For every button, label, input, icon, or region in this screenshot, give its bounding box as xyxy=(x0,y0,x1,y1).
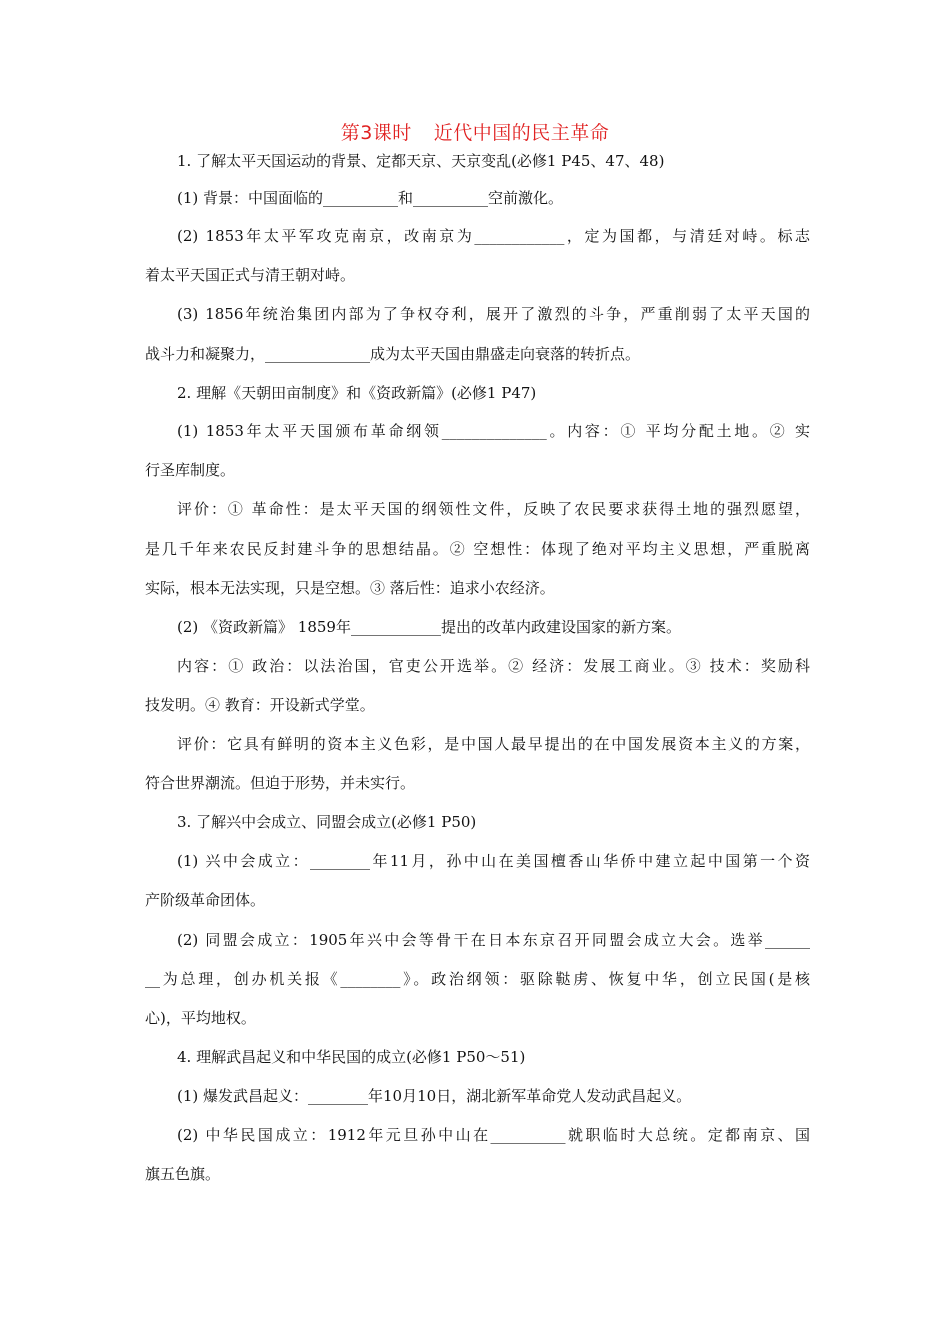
item-3-1-cont: 产阶级革命团体。 xyxy=(145,891,266,909)
item-4-1: (1) 爆发武昌起义：________年10月10日，湖北新军革命党人发动武昌起义。 xyxy=(177,1087,692,1105)
content-2-2-cont: 技发明。④ 教育：开设新式学堂。 xyxy=(145,696,375,714)
evaluation-1-cont: 是几千年来农民反封建斗争的思想结晶。② 空想性：体现了绝对平均主义思想，严重脱离 xyxy=(145,540,810,558)
item-1-2-cont: 着太平天国正式与清王朝对峙。 xyxy=(145,266,356,284)
item-3-2: (2) 同盟会成立：1905年兴中会等骨干在日本东京召开同盟会成立大会。选举______ xyxy=(177,931,810,949)
evaluation-2-cont: 符合世界潮流。但迫于形势，并未实行。 xyxy=(145,774,416,792)
lesson-number: 第3课时 xyxy=(340,122,412,144)
section-heading-4: 4. 理解武昌起义和中华民国的成立(必修1 P50～51) xyxy=(177,1048,526,1066)
item-1-2: (2) 1853年太平军攻克南京，改南京为____________，定为国都，与清廷对峙。标志 xyxy=(177,227,810,245)
page-title xyxy=(0,118,950,145)
evaluation-1: 评价：① 革命性：是太平天国的纲领性文件，反映了农民要求获得土地的强烈愿望， xyxy=(177,500,810,518)
item-3-2-cont2: 心)，平均地权。 xyxy=(145,1009,256,1027)
item-4-2: (2) 中华民国成立：1912年元旦孙中山在__________就职临时大总统。定都南京、国 xyxy=(177,1126,810,1144)
item-4-2-cont: 旗五色旗。 xyxy=(145,1165,221,1183)
item-1-3: (3) 1856年统治集团内部为了争权夺利，展开了激烈的斗争，严重削弱了太平天国的 xyxy=(177,305,810,323)
section-heading-3: 3. 了解兴中会成立、同盟会成立(必修1 P50) xyxy=(177,813,477,831)
section-heading-1: 1. 了解太平天国运动的背景、定都天京、天京变乱(必修1 P45、47、48) xyxy=(177,152,665,170)
item-1-3-cont: 战斗力和凝聚力，______________成为太平天国由鼎盛走向衰落的转折点。 xyxy=(145,345,641,363)
item-2-1-cont: 行圣库制度。 xyxy=(145,461,236,479)
item-2-1: (1) 1853年太平天国颁布革命纲领______________。内容：① 平均分配土地。② 实 xyxy=(177,422,810,440)
evaluation-2: 评价：它具有鲜明的资本主义色彩，是中国人最早提出的在中国发展资本主义的方案， xyxy=(177,735,810,753)
lesson-topic: 近代中国的民主革命 xyxy=(433,122,610,144)
item-2-2: (2) 《资政新篇》 1859年____________提出的改革内政建设国家的新方案。 xyxy=(177,618,681,636)
content-2-2: 内容：① 政治：以法治国，官吏公开选举。② 经济：发展工商业。③ 技术：奖励科 xyxy=(177,657,810,675)
item-3-2-cont: __为总理，创办机关报《________》。政治纲领：驱除鞑虏、恢复中华，创立民国(是核 xyxy=(145,970,810,988)
section-heading-2: 2. 理解《天朝田亩制度》和《资政新篇》(必修1 P47) xyxy=(177,384,537,402)
item-3-1: (1) 兴中会成立：________年11月，孙中山在美国檀香山华侨中建立起中国第一个资 xyxy=(177,852,810,870)
item-1-1: (1) 背景：中国面临的__________和__________空前激化。 xyxy=(177,189,564,207)
evaluation-1-cont2: 实际，根本无法实现，只是空想。③ 落后性：追求小农经济。 xyxy=(145,579,555,597)
